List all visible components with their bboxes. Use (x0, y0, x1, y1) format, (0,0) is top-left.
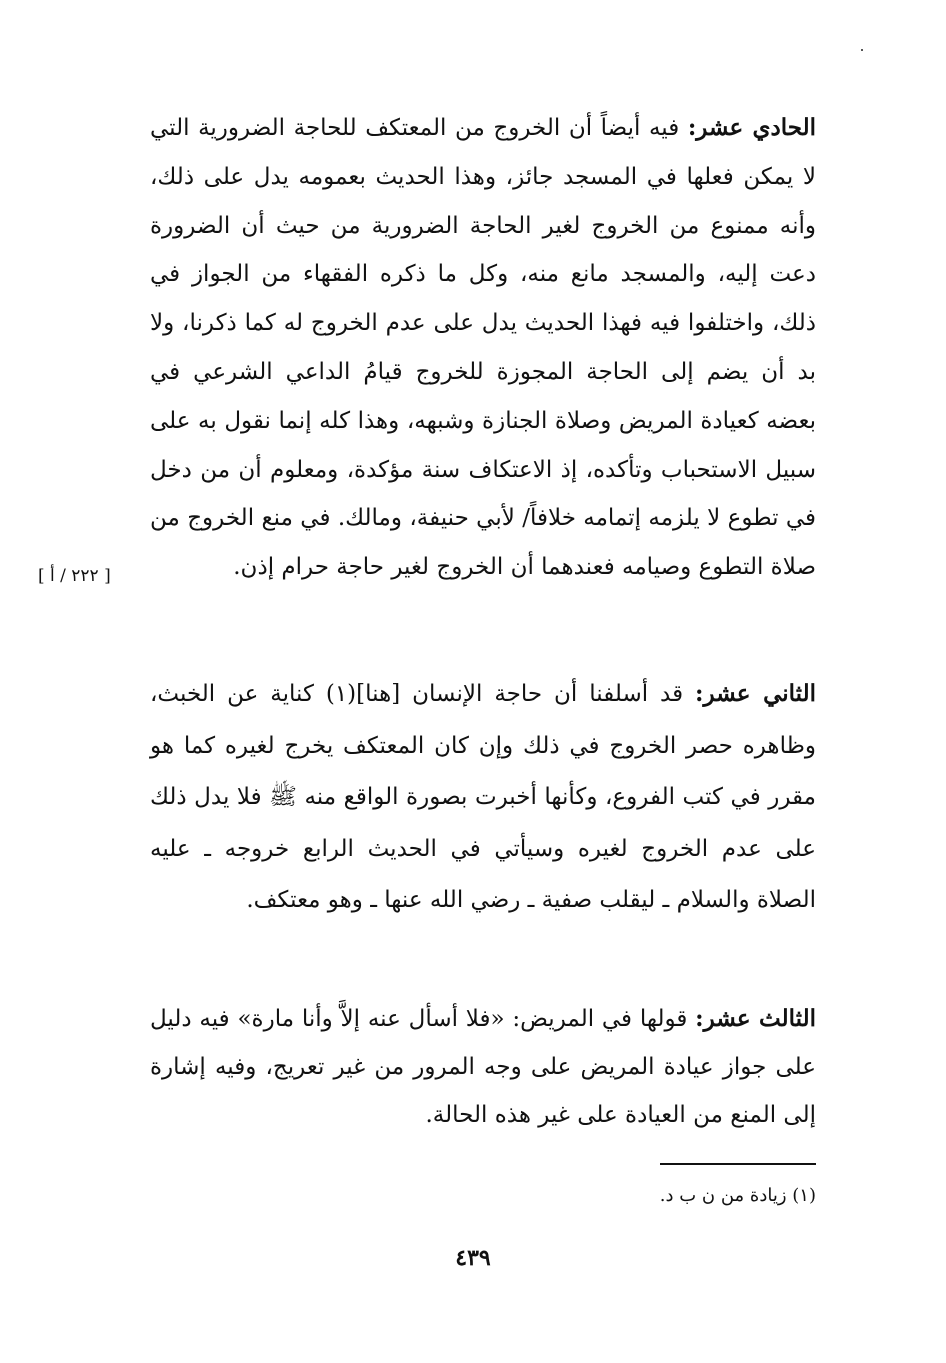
paragraph-body: قد أسلفنا أن حاجة الإنسان [هنا](١) كناية عن الخبث، وظاهره حصر الخروج في ذلك وإن كان المعتكف يخرج لغيره كما هو مقرر في كتب الفروع، وكأنها أخبرت بصورة الواقع منه ﷺ فلا يدل ذلك على عدم الخروج لغيره وسيأتي في الحديث الرابع خروجه ـ عليه الصلاة والسلام ـ ليقلب صفية ـ رضي الله عنها ـ وهو معتكف. (150, 681, 816, 913)
paragraph-eleventh (150, 104, 816, 592)
paragraph-heading: الثاني عشر: (695, 680, 816, 707)
paragraph-twelfth (150, 668, 816, 927)
paragraph-thirteenth (150, 995, 816, 1139)
paragraph-body: قولها في المريض: «فلا أسأل عنه إلاَّ وأنا مارة» فيه دليل على جواز عيادة المريض على وجه المرور من غير تعريج، وفيه إشارة إلى المنع من العيادة على غير هذه الحالة. (150, 1006, 816, 1128)
paragraph-heading: الثالث عشر: (695, 1005, 816, 1032)
paragraph-text (150, 104, 816, 592)
footnote-separator (660, 1163, 816, 1165)
paragraph-body: فيه أيضاً أن الخروج من المعتكف للحاجة الضرورية التي لا يمكن فعلها في المسجد جائز، وهذا الحديث بعمومه يدل على ذلك، وأنه ممنوع من الخروج لغير الحاجة الضرورية من حيث أن الضرورة دعت إليه، والمسجد مانع منه، وكل ما ذكره الفقهاء من الجواز في ذلك، واختلفوا فيه فهذا الحديث يدل على عدم الخروج له كما ذكرنا، ولا بد أن يضم إلى الحاجة المجوزة للخروج قيامُ الداعي الشرعي في بعضه كعيادة المريض وصلاة الجنازة وشبهه، وهذا كله إنما نقول به على سبيل الاستحباب وتأكده، إذ الاعتكاف سنة مؤكدة، ومعلوم أن من دخل في تطوع لا يلزمه إتمامه خلافاً/ لأبي حنيفة، ومالك. في منع الخروج من صلاة التطوع وصيامه فعندهما أن الخروج لغير حاجة حرام إذن. (150, 115, 816, 581)
page-number: ٤٣٩ (455, 1245, 491, 1271)
paragraph-heading: الحادي عشر: (687, 114, 816, 141)
paragraph-text (150, 668, 816, 927)
scan-speck (861, 49, 863, 51)
manuscript-folio-reference: [ ٢٢٢ / أ ] (38, 566, 111, 586)
paragraph-text (150, 995, 816, 1139)
footnote: (١) زيادة من ن ب د. (659, 1185, 816, 1206)
